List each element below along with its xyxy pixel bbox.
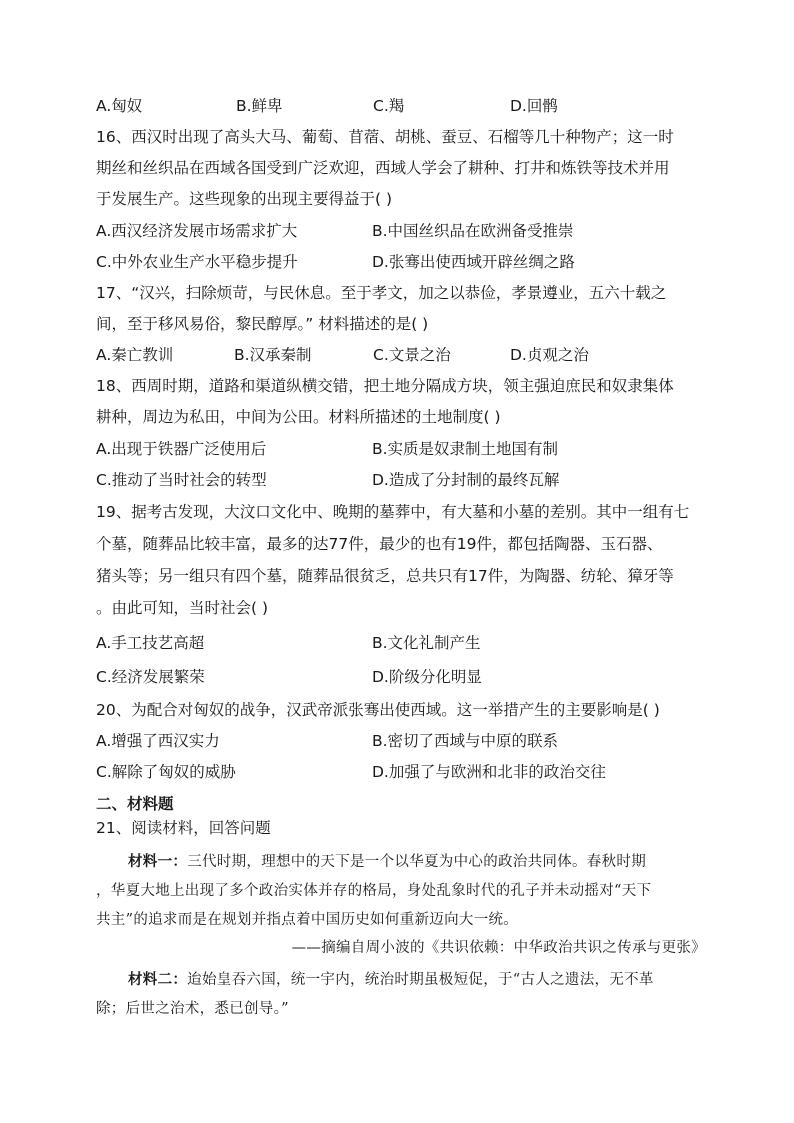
material1-label: 材料一： [128,853,188,870]
option-a: A.匈奴 [96,97,143,115]
option-b: B.实质是奴隶制土地国有制 [372,440,559,458]
q19-line-2: 个墓，随葬品比较丰富，最多的达77件，最少的也有19件，都包括陶器、玉石器、 [96,535,663,553]
material1-line-2: ，华夏大地上出现了多个政治实体并存的格局，身处乱象时代的孔子并未动摇对“天下 [96,883,652,899]
option-c: C.经济发展繁荣 [96,668,205,686]
option-b: B.文化礼制产生 [372,634,481,652]
q17-line-1: 17、“汉兴，扫除烦苛，与民休息。至于孝文，加之以恭俭，孝景遵业，五六十载之 [96,284,667,302]
option-d: D.张骞出使西域开辟丝绸之路 [372,253,575,271]
material1-line-3: 共主”的追求而是在规划并指点着中国历史如何重新迈向大一统。 [96,912,519,928]
option-d: D.加强了与欧洲和北非的政治交往 [372,763,606,781]
q18-line-2: 耕种，周边为私田，中间为公田。材料所描述的土地制度( ) [96,408,501,426]
q21-intro: 21、阅读材料，回答问题 [96,819,271,837]
q16-line-3: 于发展生产。这些现象的出现主要得益于( ) [96,190,393,208]
q18-line-1: 18、西周时期，道路和渠道纵横交错，把土地分隔成方块，领主强迫庶民和奴隶集体 [96,377,674,395]
option-d: D.贞观之治 [510,346,589,364]
option-b: B.中国丝织品在欧洲备受推崇 [372,222,574,240]
q19-line-1: 19、据考古发现，大汶口文化中、晚期的墓葬中，有大墓和小墓的差别。其中一组有七 [96,503,690,521]
option-d: D.回鹘 [510,97,558,115]
option-a: A.增强了西汉实力 [96,732,220,750]
option-b: B.密切了西域与中原的联系 [372,732,559,750]
material2-line-1 [128,970,706,990]
q16-line-2: 期丝和丝织品在西域各国受到广泛欢迎，西域人学会了耕种、打井和炼铁等技术并用 [96,159,670,177]
option-a: A.秦亡教训 [96,346,174,364]
option-d: D.造成了分封制的最终瓦解 [372,471,560,489]
option-c: C.羯 [373,97,405,115]
option-c: C.解除了匈奴的威胁 [96,763,236,781]
section-heading: 二、材料题 [96,795,174,813]
material1-text: 三代时期，理想中的天下是一个以华夏为中心的政治共同体。春秋时期 [187,854,646,870]
q16-line-1: 16、西汉时出现了高头大马、葡萄、苜蓿、胡桃、蚕豆、石榴等几十种物产；这一时 [96,128,674,146]
material2-text: 迨始皇吞六国，统一宇内，统治时期虽极短促，于“古人之遗法，无不革 [187,972,654,988]
material1-source: ——摘编自周小波的《共识依赖：中华政治共识之传承与更张》 [291,940,706,956]
material1-line-1 [128,852,706,872]
q20-line-1: 20、为配合对匈奴的战争，汉武帝派张骞出使西域。这一举措产生的主要影响是( ) [96,701,660,719]
material2-label: 材料二： [128,971,188,988]
option-a: A.西汉经济发展市场需求扩大 [96,222,298,240]
q17-line-2: 间，至于移风易俗，黎民醇厚。” 材料描述的是( ) [96,315,429,333]
option-d: D.阶级分化明显 [372,668,482,686]
option-c: C.中外农业生产水平稳步提升 [96,253,298,271]
option-a: A.手工技艺高超 [96,634,205,652]
option-b: B.鲜卑 [236,97,283,115]
q19-line-3: 猪头等；另一组只有四个墓，随葬品很贫乏，总共只有17件，为陶器、纺轮、獐牙等 [96,567,674,585]
option-b: B.汉承秦制 [234,346,312,364]
option-c: C.文景之治 [373,346,451,364]
option-a: A.出现于铁器广泛使用后 [96,440,267,458]
material2-line-2: 除；后世之治术，悉已创导。” [96,1001,289,1017]
q19-line-4: 。由此可知，当时社会( ) [96,599,269,617]
option-c: C.推动了当时社会的转型 [96,471,267,489]
